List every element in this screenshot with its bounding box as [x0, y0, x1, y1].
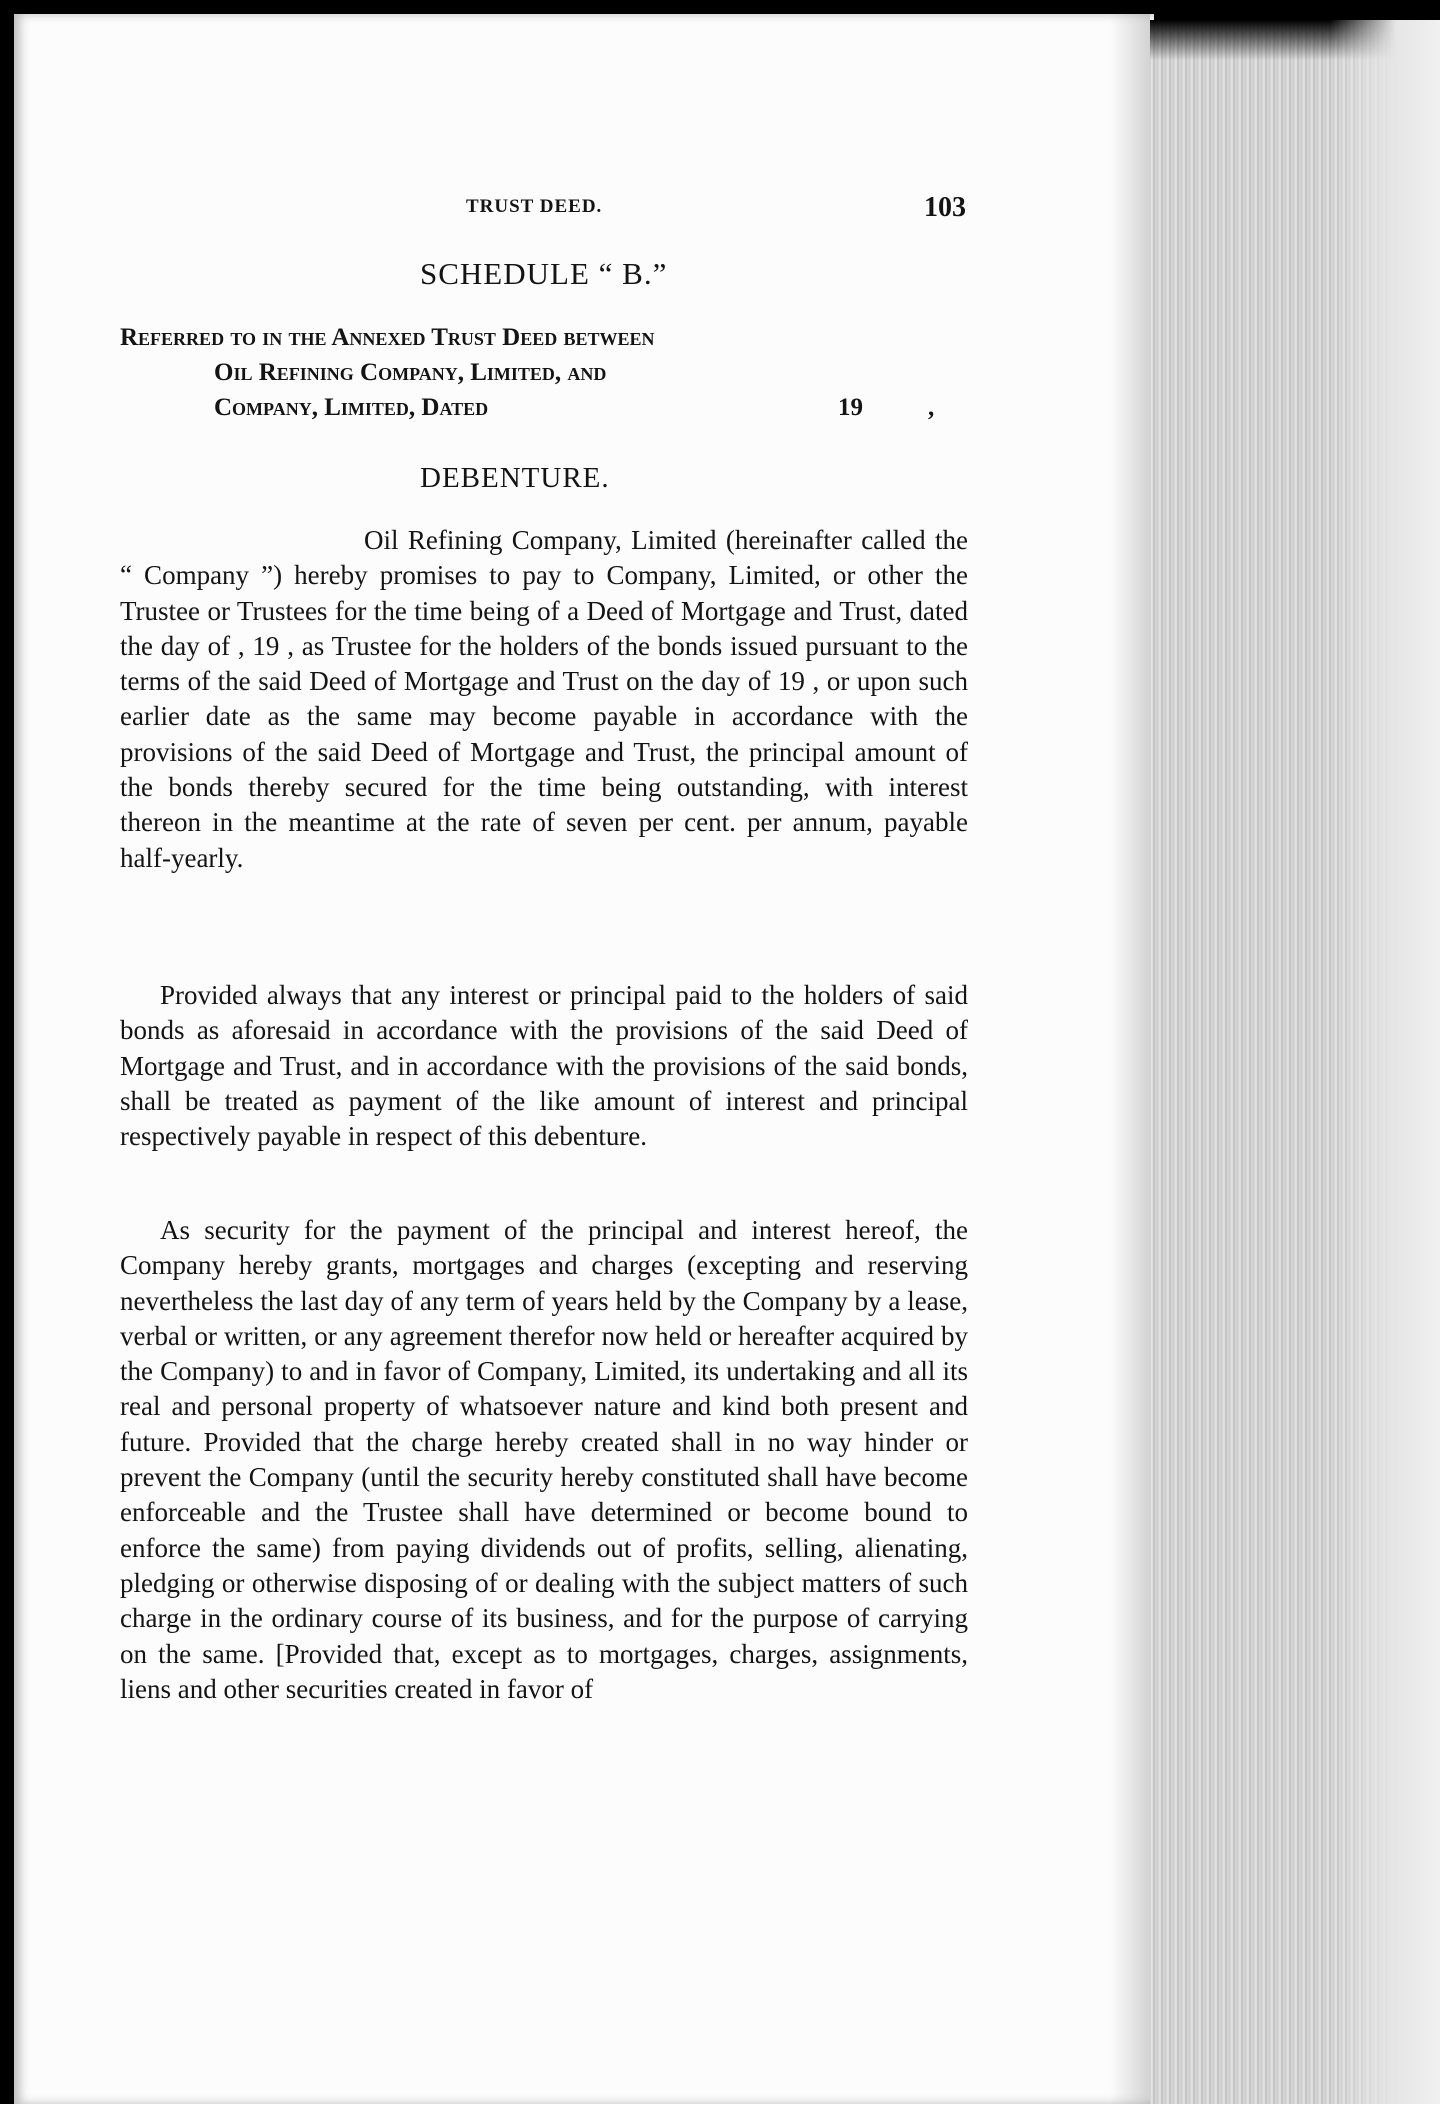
- book-page-edges: [1150, 20, 1440, 2104]
- paragraph-security: As security for the payment of the principal and interest hereof, the Company hereby grants, mortgages and charges (excepting and reserving nevertheless the last day of any term of years held by the Company by a lease, verbal or written, or any agreement therefor now held or hereafter acquired by the Company) to and in favor of Company, Limited, its undertaking and all its real and personal property of whatsoever nature and kind both present and future. Provided that the charge hereby created shall in no way hinder or prevent the Company (until the security hereby constituted shall have become enforceable and the Trustee shall have determined or become bound to enforce the same) from paying dividends out of profits, selling, alienating, pledging or otherwise disposing of or dealing with the subject matters of such charge in the ordinary course of its business, and for the purpose of carrying on the same. [Provided that, except as to mortgages, charges, assignments, liens and other securities created in favor of: [120, 1215, 968, 1704]
- reference-line-1: Referred to in the Annexed Trust Deed between: [120, 324, 655, 351]
- paragraph-promise-to-pay: Oil Refining Company, Limited (hereinafter called the “ Company ”) hereby promises to pay to Company, Limited, or other the Trustee or Trustees for the time being of a Deed of Mortgage and Trust, dated the day of , 19 , as Trustee for the holders of the bonds issued pursuant to the terms of the said Deed of Mortgage and Trust on the day of 19 , or upon such earlier date as the same may become payable in accordance with the provisions of the said Deed of Mortgage and Trust, the principal amount of the bonds thereby secured for the time being outstanding, with interest thereon in the meantime at the rate of seven per cent. per annum, payable half-yearly.: [120, 525, 968, 873]
- reference-date-comma: ,: [928, 394, 935, 421]
- reference-line-2: Oil Refining Company, Limited, and: [214, 359, 607, 386]
- schedule-title: SCHEDULE “ B.”: [420, 256, 668, 291]
- running-head: TRUST DEED.: [466, 196, 603, 217]
- paragraph-provided-always: Provided always that any interest or principal paid to the holders of said bonds as aforesaid in accordance with the provisions of the said Deed of Mortgage and Trust, and in accordance with the provisions of the said bonds, shall be treated as payment of the like amount of interest and principal respectively payable in respect of this debenture.: [120, 980, 968, 1152]
- debenture-title: DEBENTURE.: [420, 462, 610, 494]
- page-number: 103: [924, 192, 966, 223]
- reference-line-3: Company, Limited, Dated: [214, 394, 489, 421]
- reference-date-year: 19: [838, 394, 863, 421]
- schedule-reference-heading: [120, 320, 970, 425]
- page-gutter-shadow: [1110, 14, 1150, 2104]
